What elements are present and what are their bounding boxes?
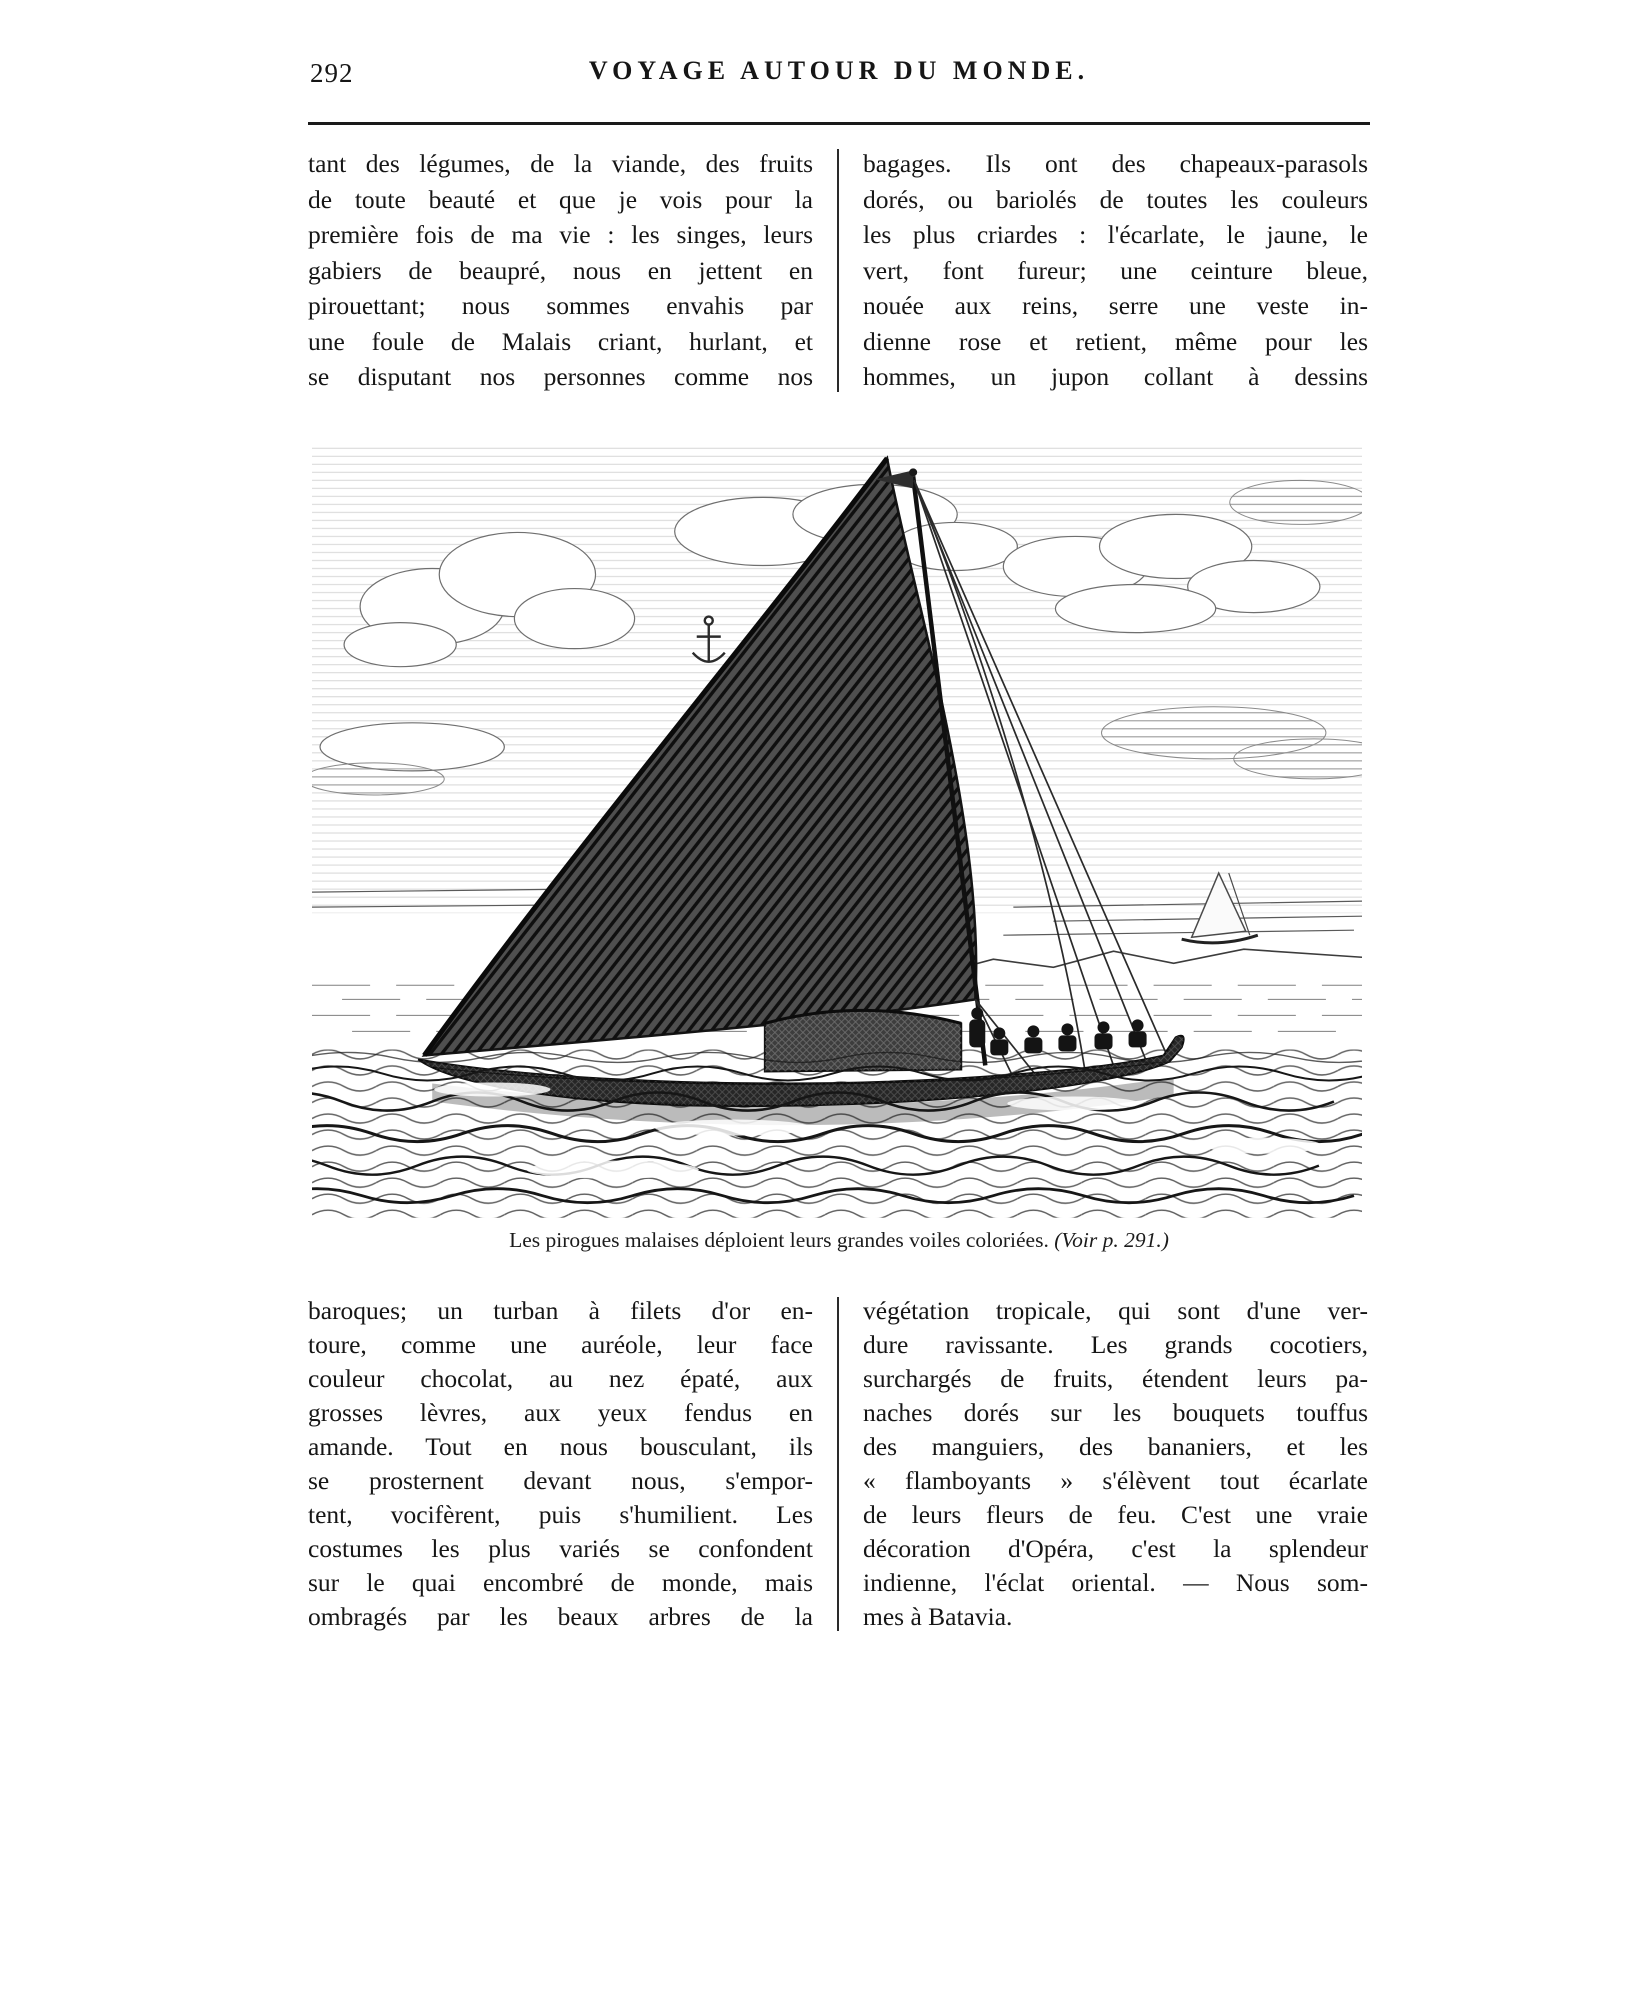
text-line: surchargés de fruits, étendent leurs pa- (863, 1364, 1368, 1393)
running-title: VOYAGE AUTOUR DU MONDE. (588, 56, 1090, 85)
text-line: amande. Tout en nous bousculant, ils (308, 1432, 813, 1461)
text-line: tent, vocifèrent, puis s'humilient. Les (308, 1500, 813, 1529)
text-line: dure ravissante. Les grands cocotiers, (863, 1330, 1368, 1359)
text-line: nouée aux reins, serre une veste in- (863, 291, 1368, 320)
text-line: de toute beauté et que je vois pour la (308, 184, 813, 214)
text-line: les plus criardes : l'écarlate, le jaune, le (863, 220, 1368, 249)
header-rule (308, 122, 1370, 125)
text-line: des manguiers, des bananiers, et les (863, 1432, 1368, 1461)
text-line: baroques; un turban à filets d'or en- (308, 1296, 813, 1325)
caption-text: Les pirogues malaises déploient leurs grandes voiles coloriées. (509, 1228, 1049, 1252)
top-left-column (308, 146, 813, 395)
top-text-section (308, 146, 1370, 395)
text-line: hommes, un jupon collant à dessins (863, 362, 1368, 391)
text-line: « flamboyants » s'élèvent tout écarlate (863, 1466, 1368, 1495)
caption-reference: (Voir p. 291.) (1054, 1228, 1169, 1252)
text-line: décoration d'Opéra, c'est la splendeur (863, 1534, 1368, 1563)
page-number: 292 (310, 58, 354, 88)
bottom-left-column (308, 1294, 813, 1634)
text-line: dienne rose et retient, même pour les (863, 326, 1368, 356)
bottom-text-section (308, 1294, 1370, 1634)
text-line: toure, comme une auréole, leur face (308, 1330, 813, 1359)
masthead (909, 468, 917, 476)
text-line: végétation tropicale, qui sont d'une ver- (863, 1296, 1368, 1325)
text-line: sur le quai encombré de monde, mais (308, 1568, 813, 1597)
engraving-figure (312, 436, 1362, 1218)
text-line: couleur chocolat, au nez épaté, aux (308, 1364, 813, 1393)
text-line: grosses lèvres, aux yeux fendus en (308, 1398, 813, 1427)
column-divider (837, 149, 839, 392)
text-line: dorés, ou bariolés de toutes les couleurs (863, 184, 1368, 214)
text-line: pirouettant; nous sommes envahis par (308, 291, 813, 320)
pirogue-engraving-svg (312, 436, 1362, 1218)
text-line: une foule de Malais criant, hurlant, et (308, 326, 813, 356)
page-header (308, 56, 1370, 96)
figure-caption (234, 1228, 1444, 1253)
text-line: mes à Batavia. (863, 1602, 1013, 1631)
text-line: se prosternent devant nous, s'empor- (308, 1466, 813, 1495)
distant-coast (933, 949, 1362, 975)
top-right-column (863, 146, 1368, 395)
column-divider (837, 1297, 839, 1631)
text-line: vert, font fureur; une ceinture bleue, (863, 255, 1368, 285)
text-line: se disputant nos personnes comme nos (308, 362, 813, 391)
text-line: indienne, l'éclat oriental. — Nous som- (863, 1568, 1368, 1597)
text-line: tant des légumes, de la viande, des fruits (308, 149, 813, 178)
text-line: gabiers de beaupré, nous en jettent en (308, 255, 813, 285)
text-line: ombragés par les beaux arbres de la (308, 1602, 813, 1631)
text-line: première fois de ma vie : les singes, leurs (308, 220, 813, 249)
bottom-right-column (863, 1294, 1368, 1634)
text-line: costumes les plus variés se confondent (308, 1534, 813, 1563)
text-line: de leurs fleurs de feu. C'est une vraie (863, 1500, 1368, 1529)
text-line: bagages. Ils ont des chapeaux-parasols (863, 149, 1368, 178)
text-line: naches dorés sur les bouquets touffus (863, 1398, 1368, 1427)
